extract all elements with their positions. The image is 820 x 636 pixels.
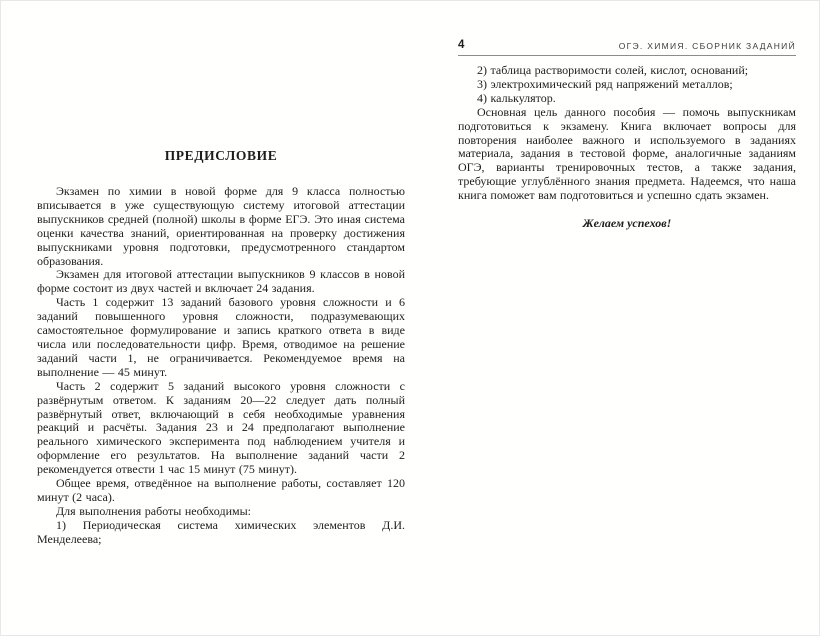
page-number: 4 <box>458 39 465 51</box>
page-title: ПРЕДИСЛОВИЕ <box>164 148 278 163</box>
list-item-1-periodic-table: 1) Периодическая система химических элементов Д.И. Менделеева; <box>37 517 405 546</box>
paragraph-total-time: Общее время, отведённое на выполнение работы, составляет 120 минут (2 часа). <box>37 476 405 504</box>
list-item-4-calculator: 4) калькулятор. <box>477 90 556 105</box>
paragraph-book-purpose: Основная цель данного пособия — помочь выпускникам подготовиться к экзамену. Книга включает вопросы для повторения наиболее важного и используемого в заданиях материала, задания в тестовой форме, аналогичные заданиям ОГЭ, варианты тренировочных тестов, а также задания, требующие углублённого знания предмета. Надеемся, что наша книга поможет вам подготовиться и успешно сдать экзамен. <box>458 104 796 203</box>
right-column-body <box>458 64 796 231</box>
paragraph-exam-structure: Экзамен для итоговой аттестации выпускников 9 классов в новой форме состоит из двух частей и включает 24 задания. <box>37 267 405 296</box>
list-item-3-electrochemical-series: 3) электрохимический ряд напряжений металлов; <box>477 76 733 91</box>
running-title: ОГЭ. ХИМИЯ. СБОРНИК ЗАДАНИЙ <box>618 41 796 51</box>
paragraph-exam-overview: Экзамен по химии в новой форме для 9 класса полностью вписывается в уже существующую систему итоговой аттестации выпускников средней (полной) школы в форме ЕГЭ. Это иная система оценки качества знаний, ориентированная на проверку достижения выпускниками уровня подготовки, предусмотренного стандартом образования. <box>37 184 405 268</box>
paragraph-part1: Часть 1 содержит 13 заданий базового уровня сложности и 6 заданий повышенного уровня сложности, подразумевающих самостоятельное формулирование и запись краткого ответа в виде числа или последовательности цифр. Время, отводимое на решение заданий части 1, не ограничивается. Рекомендуемое время на выполнение — 45 минут. <box>37 295 405 379</box>
paragraph-requirements-intro: Для выполнения работы необходимы: <box>56 503 251 518</box>
right-column <box>458 39 796 231</box>
running-head <box>458 39 796 56</box>
list-item-2-solubility-table: 2) таблица растворимости солей, кислот, оснований; <box>477 63 749 77</box>
signature-wish: Желаем успехов! <box>582 216 672 231</box>
left-column <box>37 148 405 547</box>
paragraph-part2: Часть 2 содержит 5 заданий высокого уровня сложности с развёрнутым ответом. К заданиям 20—22 следует дать полный развёрнутый ответ, включающий в себя необходимые уравнения реакций и расчёты. Задания 23 и 24 предполагают выполнение реального химического эксперимента под наблюдением учителя и оформление его результатов. На выполнение заданий части 2 рекомендуется отвести 1 час 15 минут (75 минут). <box>37 378 405 477</box>
